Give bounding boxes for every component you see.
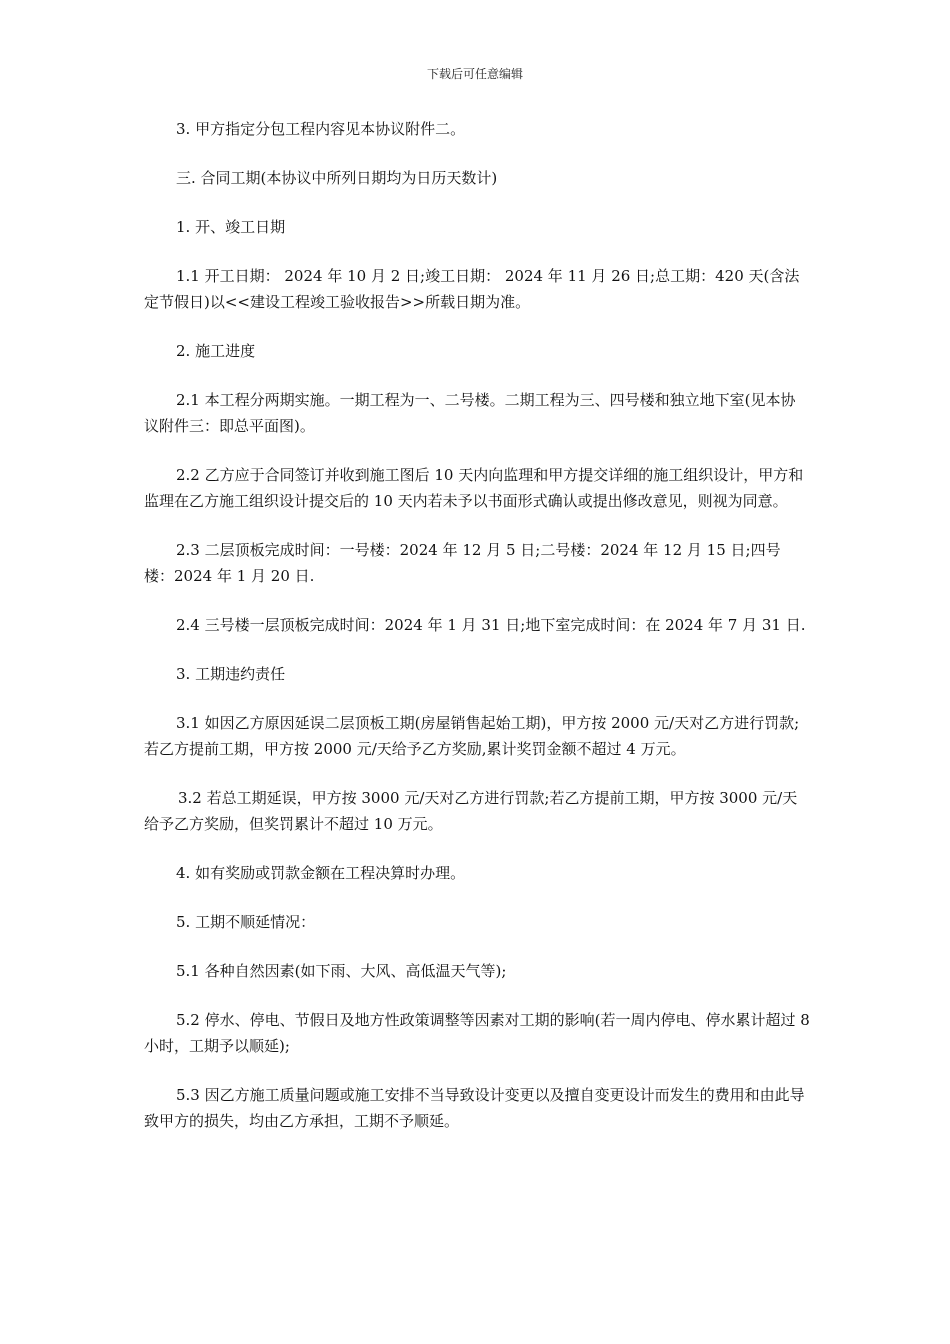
clause-2-4-basement-completion: 2.4 三号楼一层顶板完成时间：2024 年 1 月 31 日;地下室完成时间：在 2024 年 7 月 31 日. xyxy=(176,616,806,634)
page-header: 下载后可任意编辑 xyxy=(426,67,523,81)
clause-1-1-dates: 1.1 开工日期： 2024 年 10 月 2 日;竣工日期： 2024 年 11 月 26 日;总工期：420 天(含法定节假日)以<<建设工程竣工验收报告>>所载日期为准。 xyxy=(144,267,800,311)
document-body xyxy=(144,116,810,1157)
clause-2-progress-heading: 2. 施工进度 xyxy=(176,342,256,360)
clause-2-3-slab-completion: 2.3 二层顶板完成时间：一号楼：2024 年 12 月 5 日;二号楼：2024 年 12 月 15 日;四号楼：2024 年 1 月 20 日. xyxy=(144,541,781,585)
clause-5-no-extension-heading: 5. 工期不顺延情况： xyxy=(176,913,316,931)
clause-4-settlement: 4. 如有奖励或罚款金额在工程决算时办理。 xyxy=(176,864,466,882)
clause-5-3-quality-issues: 5.3 因乙方施工质量问题或施工安排不当导致设计变更以及擅自变更设计而发生的费用和由此导致甲方的损失，均由乙方承担，工期不予顺延。 xyxy=(144,1086,805,1130)
clause-3-2-total-penalty: 3.2 若总工期延误，甲方按 3000 元/天对乙方进行罚款;若乙方提前工期，甲方按 3000 元/天给予乙方奖励，但奖罚累计不超过 10 万元。 xyxy=(144,789,798,833)
clause-2-2-organization-design: 2.2 乙方应于合同签订并收到施工图后 10 天内向监理和甲方提交详细的施工组织设计，甲方和监理在乙方施工组织设计提交后的 10 天内若未予以书面形式确认或提出修改意见，则视为同意。 xyxy=(144,466,804,510)
clause-2-1-phases: 2.1 本工程分两期实施。一期工程为一、二号楼。二期工程为三、四号楼和独立地下室(见本协议附件三：即总平面图)。 xyxy=(144,391,796,435)
section-3-contract-period: 三. 合同工期(本协议中所列日期均为日历天数计) xyxy=(176,169,498,187)
clause-3-1-slab-penalty: 3.1 如因乙方原因延误二层顶板工期(房屋销售起始工期)，甲方按 2000 元/天对乙方进行罚款;若乙方提前工期，甲方按 2000 元/天给予乙方奖励,累计奖罚金额不超过 4 万元。 xyxy=(144,714,800,758)
clause-1-dates-heading: 1. 开、竣工日期 xyxy=(176,218,286,236)
clause-5-2-utility-outage: 5.2 停水、停电、节假日及地方性政策调整等因素对工期的影响(若一周内停电、停水累计超过 8 小时，工期予以顺延); xyxy=(144,1011,810,1055)
clause-3-liability-heading: 3. 工期违约责任 xyxy=(176,665,286,683)
clause-3-subcontract: 3. 甲方指定分包工程内容见本协议附件二。 xyxy=(176,120,466,138)
clause-5-1-natural-factors: 5.1 各种自然因素(如下雨、大风、高低温天气等); xyxy=(176,962,507,980)
